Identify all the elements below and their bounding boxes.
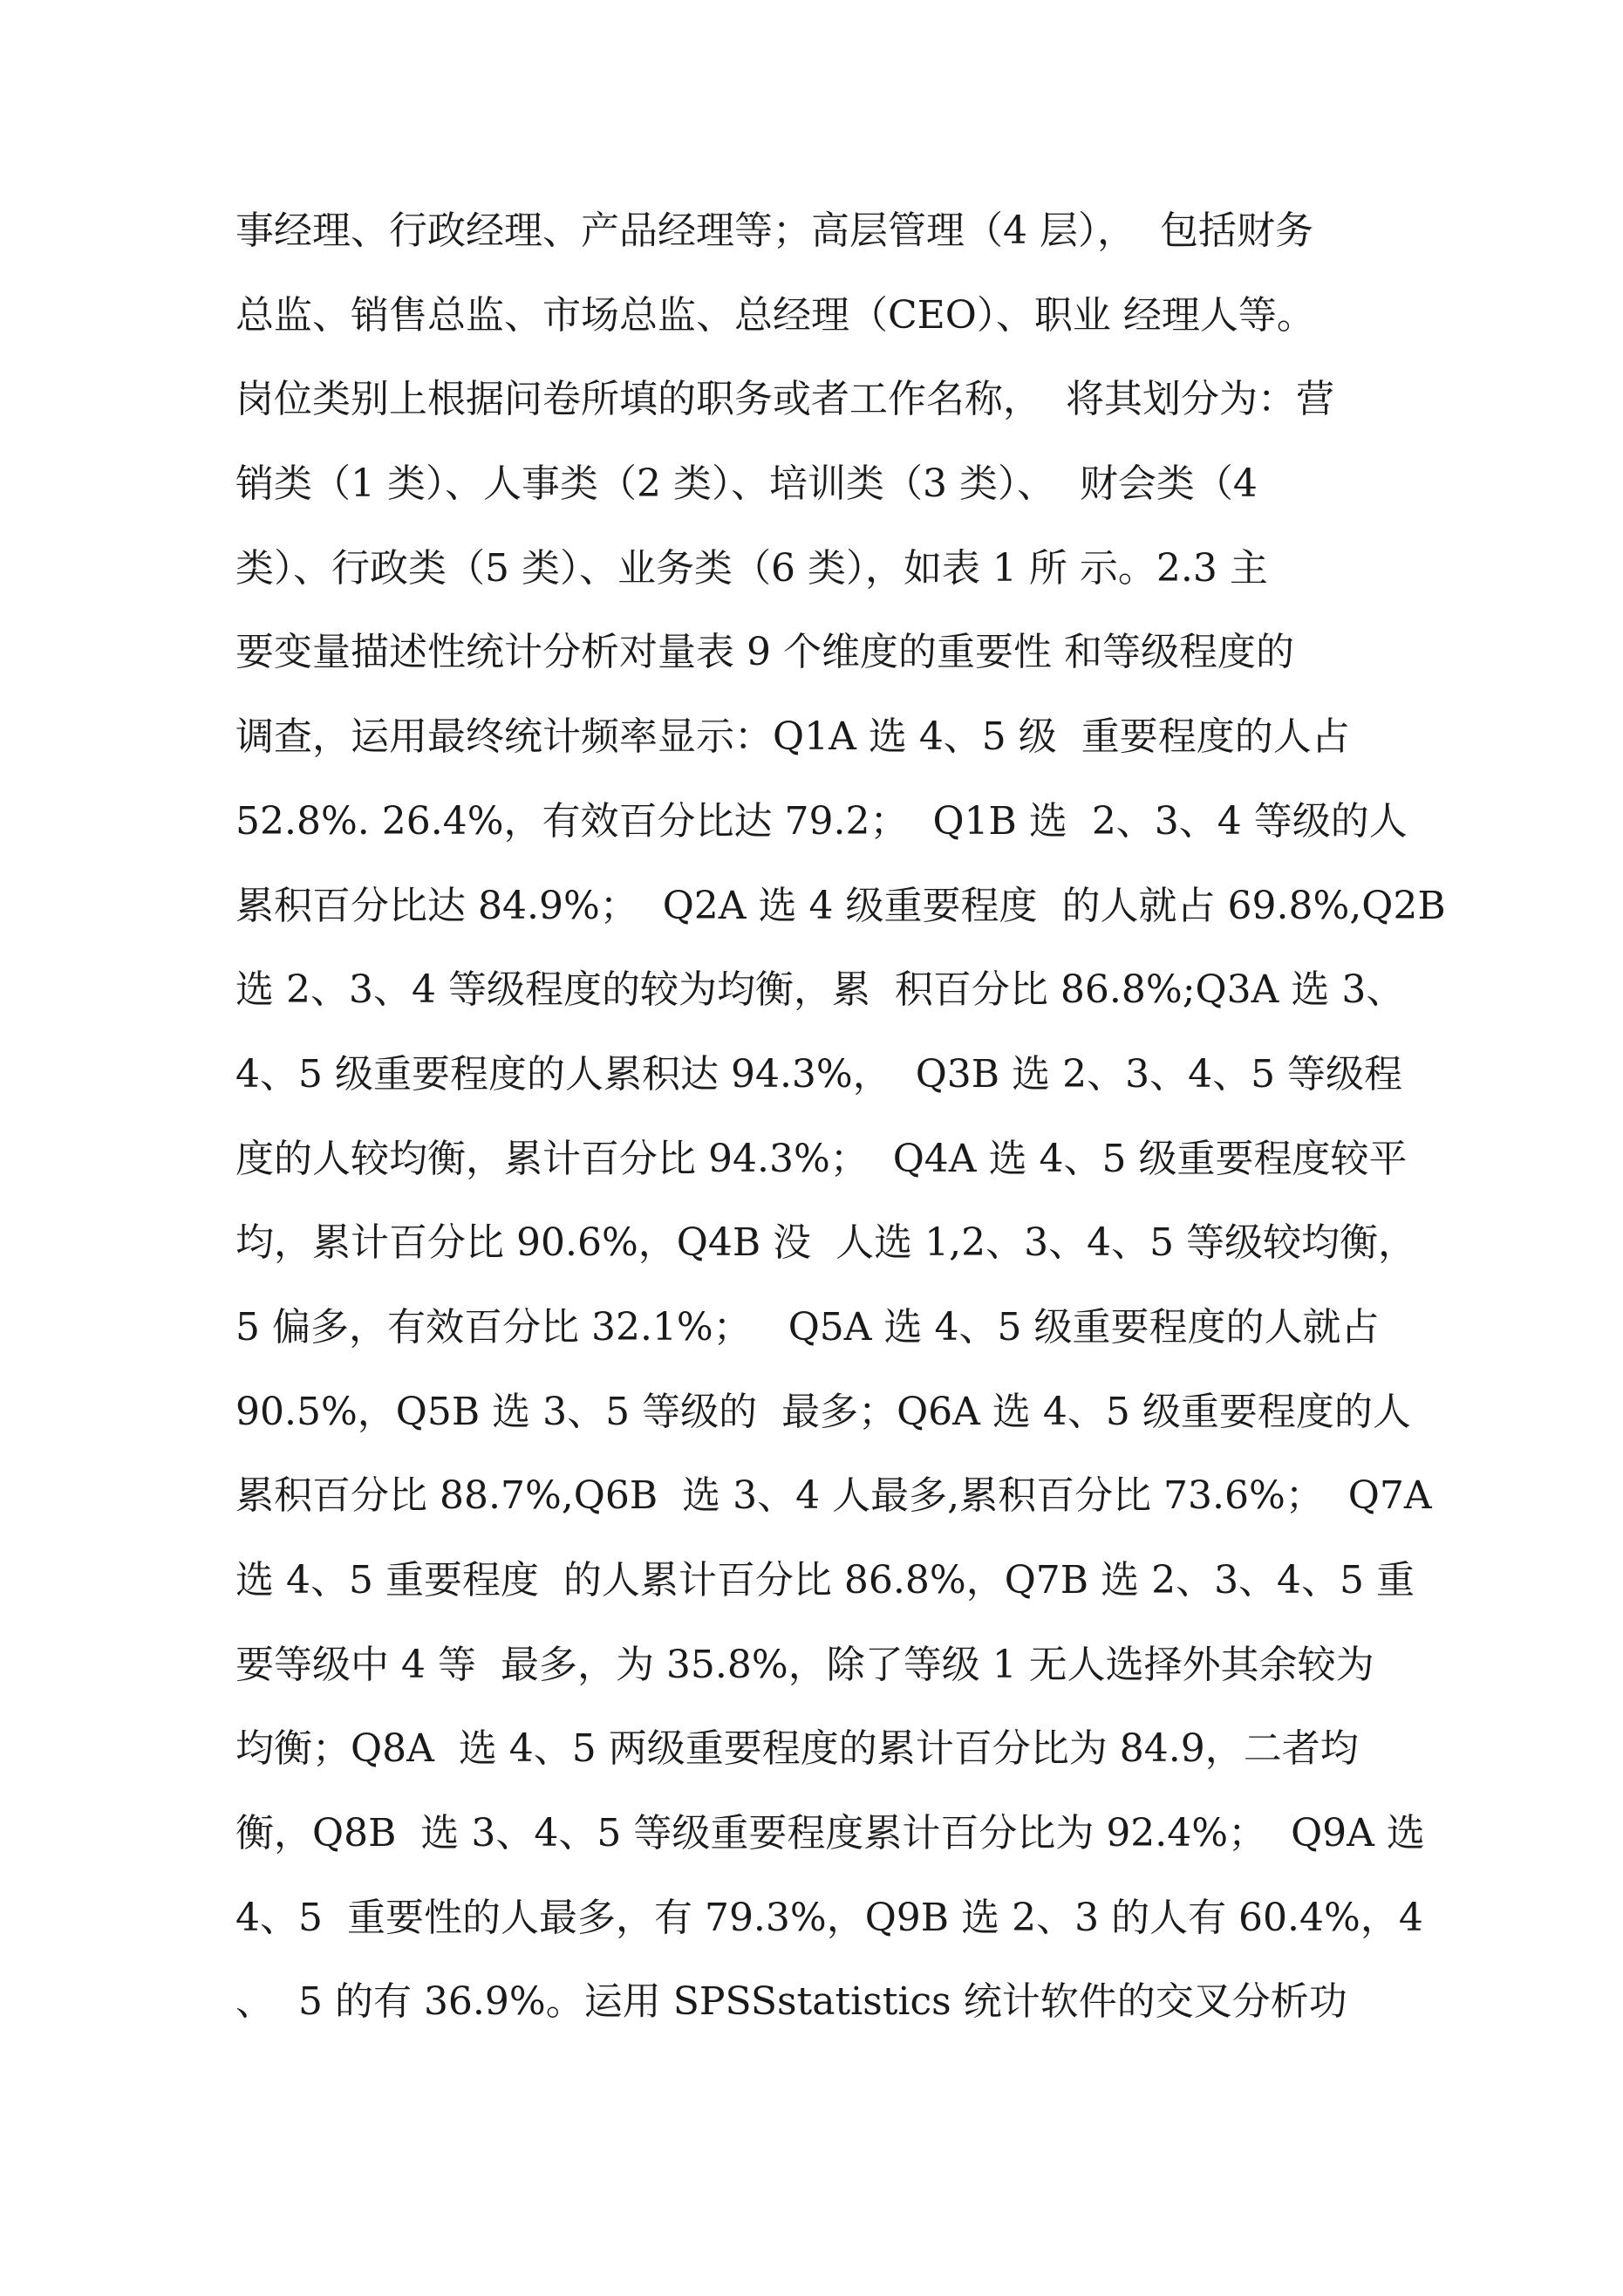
text-line: 要等级中 4 等 最多，为 35.8%，除了等级 1 无人选择外其余较为 (235, 1642, 1374, 1687)
body-paragraph (235, 200, 1446, 2055)
text-line: 90.5%，Q5B 选 3、5 等级的 最多；Q6A 选 4、5 级重要程度的人 (235, 1389, 1411, 1434)
text-line: 4、5 重要性的人最多，有 79.3%，Q9B 选 2、3 的人有 60.4%，4 (235, 1895, 1423, 1940)
text-line: 、 5 的有 36.9%。运用 SPSSstatistics 统计软件的交叉分析功 (235, 1979, 1347, 2025)
text-line: 选 4、5 重要程度 的人累计百分比 86.8%，Q7B 选 2、3、4、5 重 (235, 1558, 1415, 1602)
text-line: 均衡；Q8A 选 4、5 两级重要程度的累计百分比为 84.9，二者均 (235, 1726, 1359, 1772)
text-line: 衡，Q8B 选 3、4、5 等级重要程度累计百分比为 92.4%； Q9A 选 (235, 1811, 1425, 1856)
text-line: 事经理、行政经理、产品经理等；高层管理（4 层）， 包括财务 (235, 208, 1313, 253)
text-line: 选 2、3、4 等级程度的较为均衡，累 积百分比 86.8%;Q3A 选 3、 (235, 967, 1405, 1013)
text-line: 销类（1 类）、人事类（2 类）、培训类（3 类）、 财会类（4 (235, 461, 1258, 507)
text-line: 总监、销售总监、市场总监、总经理（CEO）、职业 经理人等。 (235, 292, 1315, 338)
text-line: 累积百分比 88.7%,Q6B 选 3、4 人最多,累积百分比 73.6%； Q7A (235, 1473, 1432, 1519)
text-line: 均，累计百分比 90.6%，Q4B 没 人选 1,2、3、4、5 等级较均衡， (235, 1220, 1417, 1266)
text-line: 52.8%. 26.4%，有效百分比达 79.2； Q1B 选 2、3、4 等级的人 (235, 798, 1408, 844)
text-line: 4、5 级重要程度的人累积达 94.3%， Q3B 选 2、3、4、5 等级程 (235, 1051, 1403, 1097)
text-line: 调查，运用最终统计频率显示：Q1A 选 4、5 级 重要程度的人占 (235, 714, 1350, 760)
text-line: 5 偏多，有效百分比 32.1%； Q5A 选 4、5 级重要程度的人就占 (235, 1304, 1380, 1350)
text-line: 度的人较均衡，累计百分比 94.3%； Q4A 选 4、5 级重要程度较平 (235, 1136, 1408, 1181)
text-line: 类）、行政类（5 类）、业务类（6 类），如表 1 所 示。2.3 主 (235, 545, 1268, 591)
text-line: 岗位类别上根据问卷所填的职务或者工作名称， 将其划分为：营 (235, 377, 1334, 422)
text-line: 累积百分比达 84.9%； Q2A 选 4 级重要程度 的人就占 69.8%,Q2B (235, 883, 1446, 928)
text-line: 要变量描述性统计分析对量表 9 个维度的重要性 和等级程度的 (235, 630, 1294, 675)
